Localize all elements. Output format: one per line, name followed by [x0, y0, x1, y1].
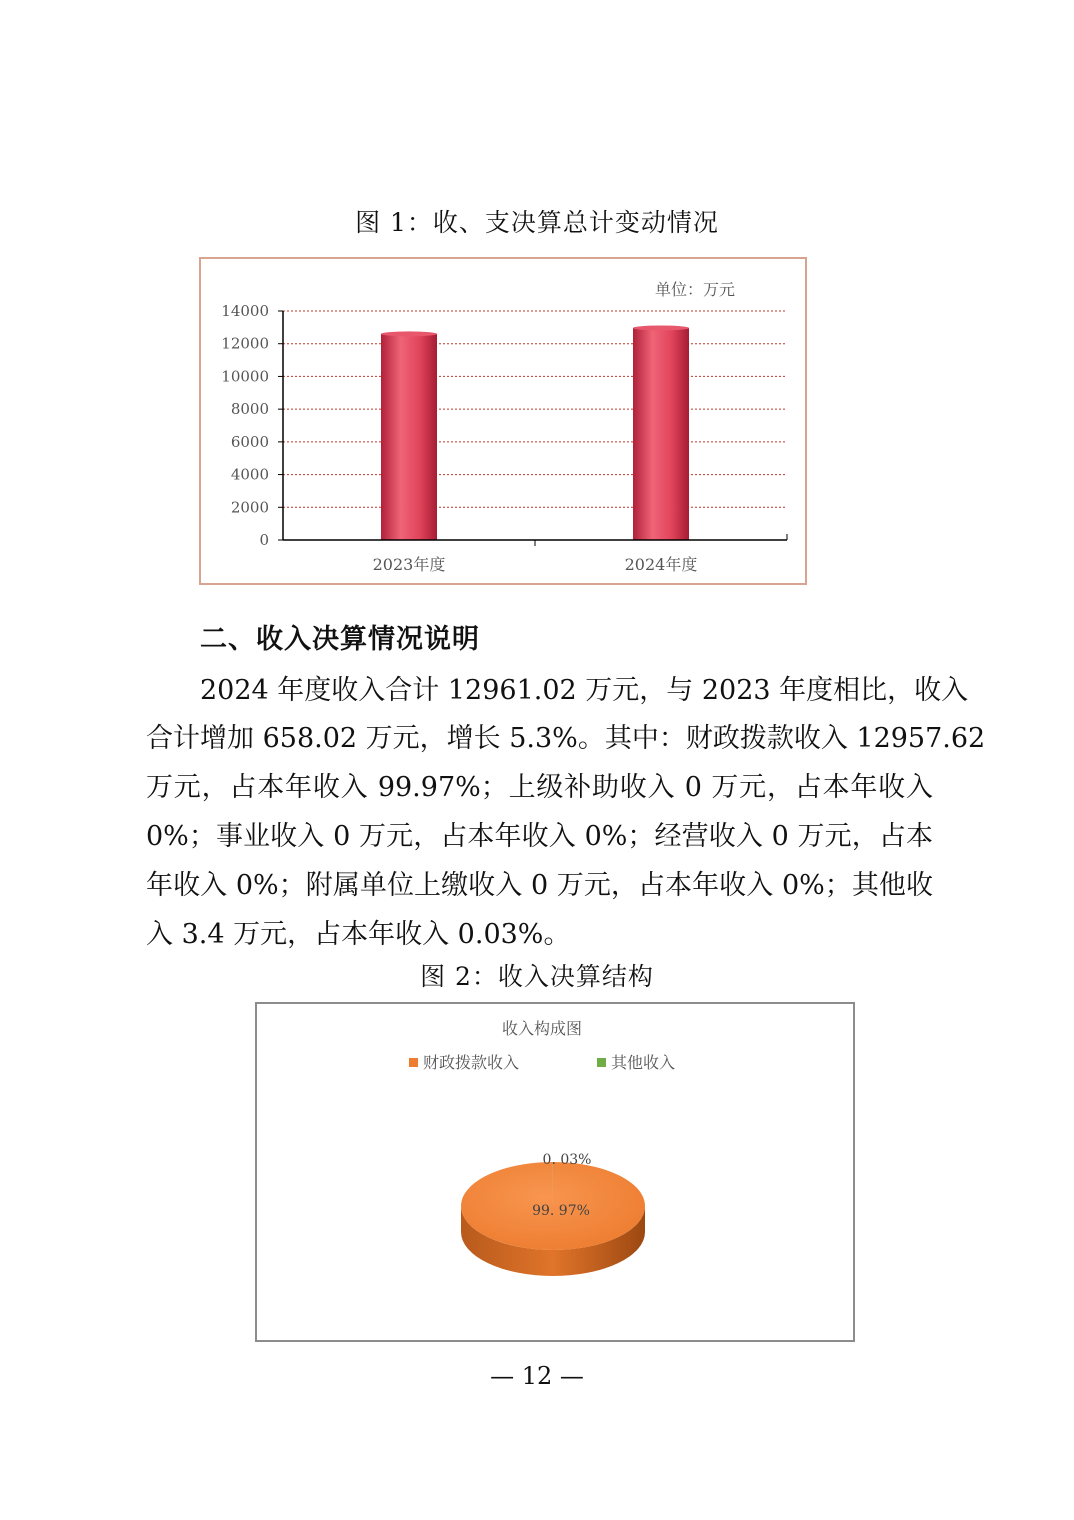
- paragraph-line: 0%；事业收入 0 万元，占本年收入 0%；经营收入 0 万元，占本: [146, 821, 933, 852]
- pie-chart: [255, 1002, 855, 1342]
- paragraph-line: 合计增加 658.02 万元，增长 5.3%。其中：财政拨款收入 12957.62: [146, 723, 986, 754]
- y-tick-label: 10000: [221, 367, 269, 386]
- y-tick-label: 8000: [230, 400, 269, 419]
- y-tick-label: 6000: [230, 432, 269, 451]
- bar-top-2: [633, 325, 689, 330]
- page-number: — 12 —: [490, 1362, 584, 1390]
- section-heading: 二、收入决算情况说明: [200, 624, 480, 655]
- y-tick-label: 4000: [230, 465, 269, 484]
- legend-swatch-other: [597, 1058, 606, 1067]
- chart1-unit-label: 单位：万元: [655, 280, 736, 299]
- legend-label-fiscal: 财政拨款收入: [423, 1053, 520, 1072]
- y-tick-label: 14000: [221, 302, 269, 320]
- figure1-caption: 图 1：收、支决算总计变动情况: [355, 208, 719, 237]
- paragraph-line: 入 3.4 万元，占本年收入 0.03%。: [146, 919, 571, 950]
- x-category-label: 2024年度: [624, 555, 698, 574]
- paragraph-line: 2024 年度收入合计 12961.02 万元，与 2023 年度相比，收入: [200, 675, 969, 706]
- figure2-caption: 图 2：收入决算结构: [420, 962, 654, 991]
- bar-1: [381, 334, 437, 540]
- paragraph-line: 万元，占本年收入 99.97%；上级补助收入 0 万元，占本年收入: [146, 772, 933, 803]
- y-tick-label: 2000: [230, 498, 269, 517]
- x-category-label: 2023年度: [372, 555, 446, 574]
- chart2-title: 收入构成图: [501, 1019, 583, 1038]
- bar-2: [633, 328, 689, 540]
- paragraph-line: 年收入 0%；附属单位上缴收入 0 万元，占本年收入 0%；其他收: [146, 870, 933, 901]
- y-tick-label: 0: [259, 531, 269, 549]
- pie-label-other: 0. 03%: [542, 1152, 592, 1168]
- pie-label-fiscal: 99. 97%: [532, 1203, 590, 1219]
- legend-swatch-fiscal: [409, 1058, 418, 1067]
- y-tick-label: 12000: [221, 334, 269, 353]
- legend-label-other: 其他收入: [611, 1053, 676, 1072]
- bar-chart: [199, 257, 807, 585]
- bar-top-1: [381, 331, 437, 336]
- chart2-legend: [409, 1053, 675, 1072]
